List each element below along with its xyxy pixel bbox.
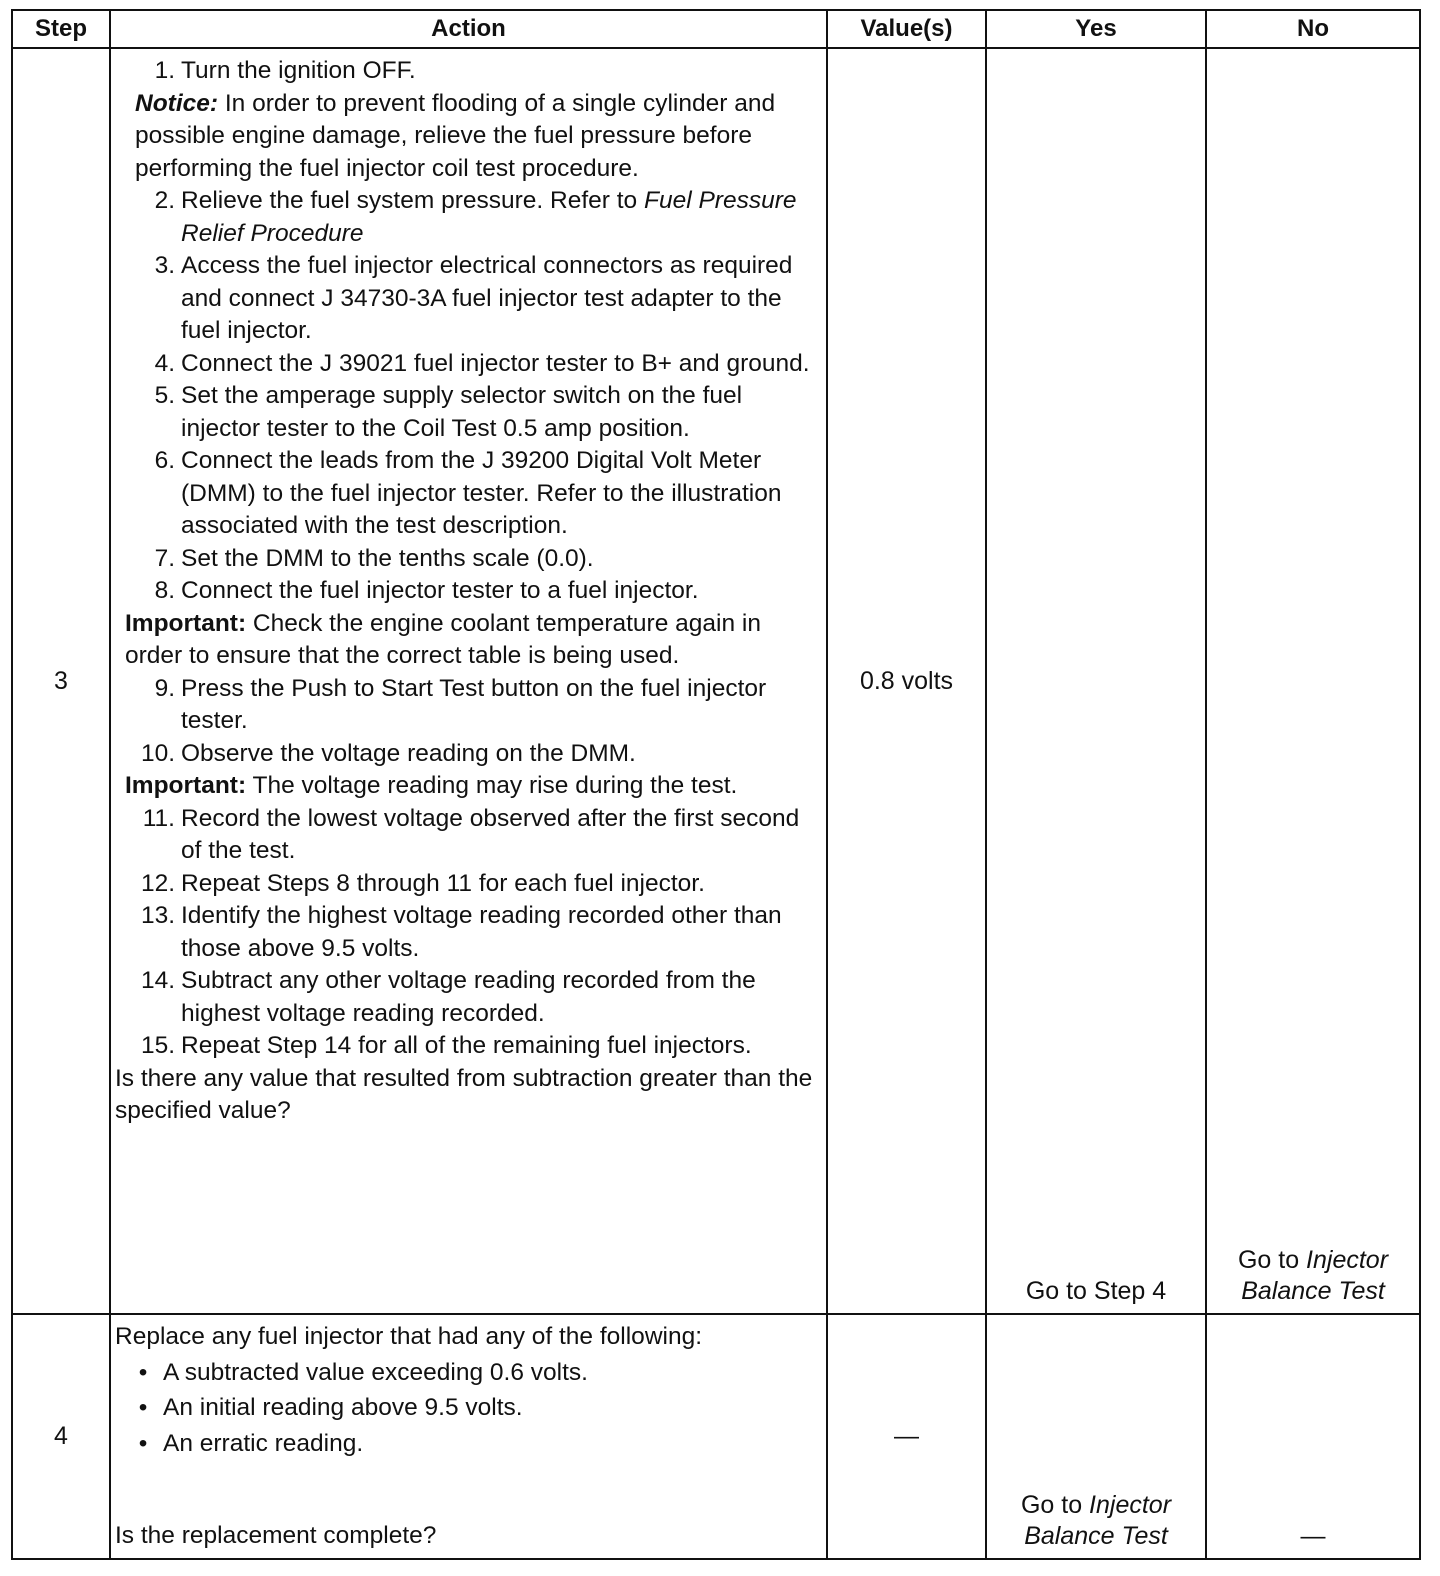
list-item: 7. Set the DMM to the tenths scale (0.0).	[154, 544, 594, 572]
list-item: 6. Connect the leads from the J 39200 Digital Volt Meter (DMM) to the fuel injector tester. Refer to the illustration associated with the test description.	[154, 447, 782, 539]
yes-action: Go to Injector Balance Test	[986, 1314, 1206, 1559]
list-item: 1. Turn the ignition OFF.	[154, 57, 416, 84]
injector-balance-test-reference: Injector Balance Test	[1024, 1491, 1172, 1550]
header-values: Value(s)	[827, 10, 986, 48]
table-row-step-3	[12, 48, 1420, 1314]
table-row-step-4	[12, 1314, 1420, 1559]
procedure-reference: Fuel Pressure Relief Procedure	[181, 187, 797, 247]
header-no: No	[1206, 10, 1420, 48]
list-item: 8. Connect the fuel injector tester to a fuel injector.	[154, 577, 699, 604]
list-item: 2. Relieve the fuel system pressure. Refer to Fuel Pressure Relief Procedure	[154, 187, 797, 247]
step-question: Is there any value that resulted from subtraction greater than the specified value?	[115, 1064, 813, 1124]
list-item: 13. Identify the highest voltage reading recorded other than those above 9.5 volts.	[140, 902, 782, 962]
specified-value: —	[827, 1314, 986, 1559]
important-note: Important: Check the engine coolant temperature again in order to ensure that the correct table is being used.	[125, 609, 761, 669]
specified-value: 0.8 volts	[827, 48, 986, 1314]
list-item: • An erratic reading.	[115, 1428, 816, 1461]
list-item: 15. Repeat Step 14 for all of the remaining fuel injectors.	[140, 1032, 752, 1059]
diagnostic-table	[11, 9, 1421, 1560]
header-action: Action	[110, 10, 827, 48]
step-number: 4	[12, 1314, 110, 1559]
notice: Notice: In order to prevent flooding of a single cylinder and possible engine damage, relieve the fuel pressure before performing the fuel injector coil test procedure.	[135, 89, 776, 182]
list-item: 12. Repeat Steps 8 through 11 for each fuel injector.	[140, 869, 705, 897]
list-item: • An initial reading above 9.5 volts.	[115, 1392, 816, 1425]
list-item: 11. Record the lowest voltage observed after the first second of the test.	[142, 804, 800, 864]
no-action: —	[1206, 1314, 1420, 1559]
no-action: Go to Injector Balance Test	[1206, 48, 1420, 1314]
header-row	[12, 10, 1420, 48]
list-item: 9. Press the Push to Start Test button on the fuel injector tester.	[154, 674, 767, 734]
yes-action: Go to Step 4	[986, 48, 1206, 1314]
list-item: 5. Set the amperage supply selector switch on the fuel injector tester to the Coil Test 0.5 amp position.	[154, 382, 743, 442]
step-question: Is the replacement complete?	[115, 1521, 437, 1549]
replace-instructions: Replace any fuel injector that had any of the following:	[115, 1323, 703, 1350]
list-item: 14. Subtract any other voltage reading recorded from the highest voltage reading recorded.	[140, 967, 756, 1027]
bullet-icon: •	[138, 1358, 148, 1386]
injector-balance-test-reference: Injector Balance Test	[1241, 1246, 1389, 1305]
action-cell	[110, 1314, 827, 1559]
bullet-icon: •	[138, 1394, 148, 1421]
header-step: Step	[12, 10, 110, 48]
bullet-icon: •	[138, 1429, 148, 1457]
list-item: 4. Connect the J 39021 fuel injector tester to B+ and ground.	[154, 349, 810, 377]
action-cell	[110, 48, 827, 1314]
header-yes: Yes	[986, 10, 1206, 48]
step-number: 3	[12, 48, 110, 1314]
list-item: 3. Access the fuel injector electrical connectors as required and connect J 34730-3A fuel injector test adapter to the fuel injector.	[154, 252, 793, 344]
list-item: • A subtracted value exceeding 0.6 volts.	[115, 1357, 816, 1390]
important-note: Important: The voltage reading may rise during the test.	[125, 772, 738, 799]
list-item: 10. Observe the voltage reading on the DMM.	[140, 739, 636, 767]
